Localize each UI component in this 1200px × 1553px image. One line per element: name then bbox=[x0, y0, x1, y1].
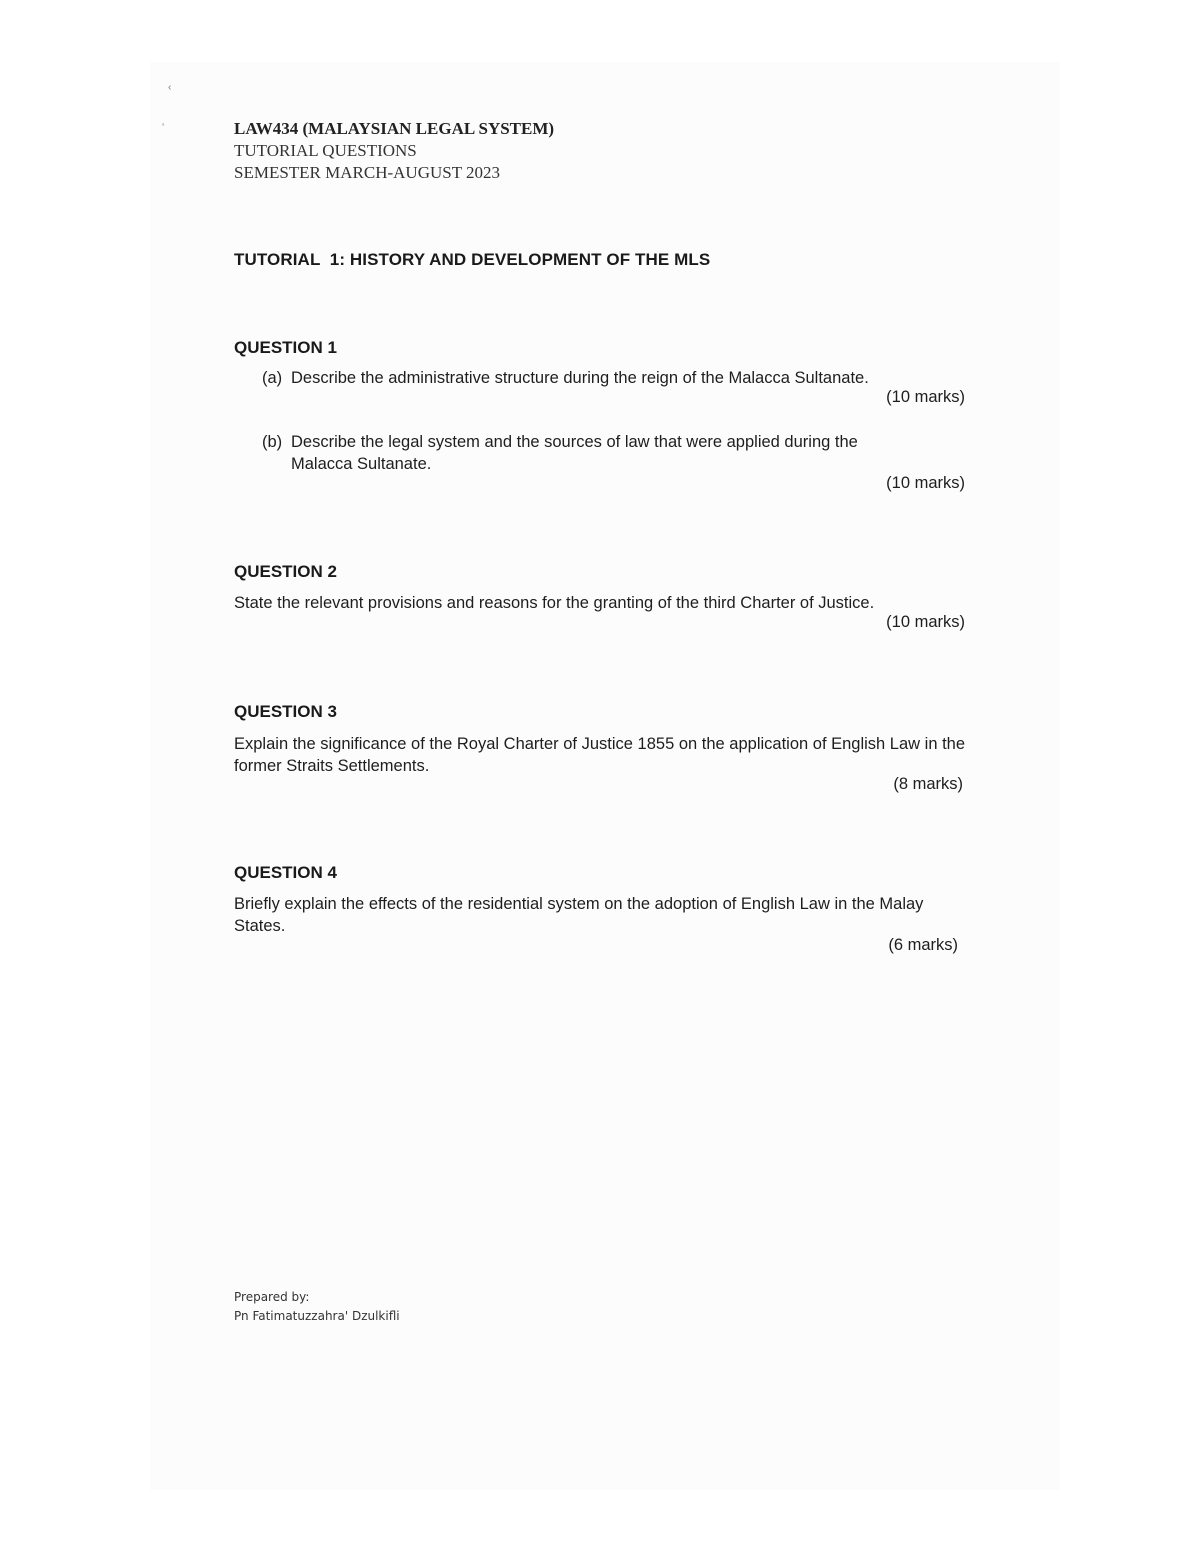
question-2-marks: (10 marks) bbox=[886, 613, 965, 631]
question-2-heading: QUESTION 2 bbox=[234, 562, 337, 581]
scan-mark: ‹ bbox=[168, 82, 172, 93]
document-type: TUTORIAL QUESTIONS bbox=[234, 141, 417, 160]
tutorial-title: TUTORIAL 1: HISTORY AND DEVELOPMENT OF THE MLS bbox=[234, 250, 711, 269]
question-4-text: Briefly explain the effects of the residential system on the adoption of English Law in the Malay States. bbox=[234, 895, 924, 935]
question-1a-marks: (10 marks) bbox=[886, 388, 965, 406]
question-1b bbox=[262, 431, 902, 475]
question-1a-text: Describe the administrative structure during the reign of the Malacca Sultanate. bbox=[291, 369, 869, 387]
scan-mark: ‘ bbox=[162, 122, 165, 133]
semester-line: SEMESTER MARCH-AUGUST 2023 bbox=[234, 163, 501, 182]
part-label: (b) bbox=[262, 433, 283, 451]
question-3-heading: QUESTION 3 bbox=[234, 702, 337, 721]
question-4-marks: (6 marks) bbox=[888, 936, 958, 954]
question-1b-text: Describe the legal system and the sources of law that were applied during the Malacca Sultanate. bbox=[291, 433, 858, 473]
question-1a bbox=[262, 367, 902, 389]
question-2-text: State the relevant provisions and reasons for the granting of the third Charter of Justice. bbox=[234, 594, 875, 612]
question-3-marks: (8 marks) bbox=[893, 775, 963, 793]
question-3-text: Explain the significance of the Royal Charter of Justice 1855 on the application of English Law in the former Straits Settlements. bbox=[234, 735, 966, 775]
prepared-by-label: Prepared by: bbox=[234, 1290, 310, 1304]
course-title: LAW434 (MALAYSIAN LEGAL SYSTEM) bbox=[234, 119, 555, 138]
question-1-heading: QUESTION 1 bbox=[234, 338, 337, 357]
question-1b-marks: (10 marks) bbox=[886, 474, 965, 492]
prepared-by-name: Pn Fatimatuzzahra' Dzulkifli bbox=[234, 1309, 400, 1323]
prepared-by-block bbox=[234, 1288, 400, 1326]
document-header bbox=[234, 118, 554, 184]
part-label: (a) bbox=[262, 369, 283, 387]
question-4-heading: QUESTION 4 bbox=[234, 863, 337, 882]
